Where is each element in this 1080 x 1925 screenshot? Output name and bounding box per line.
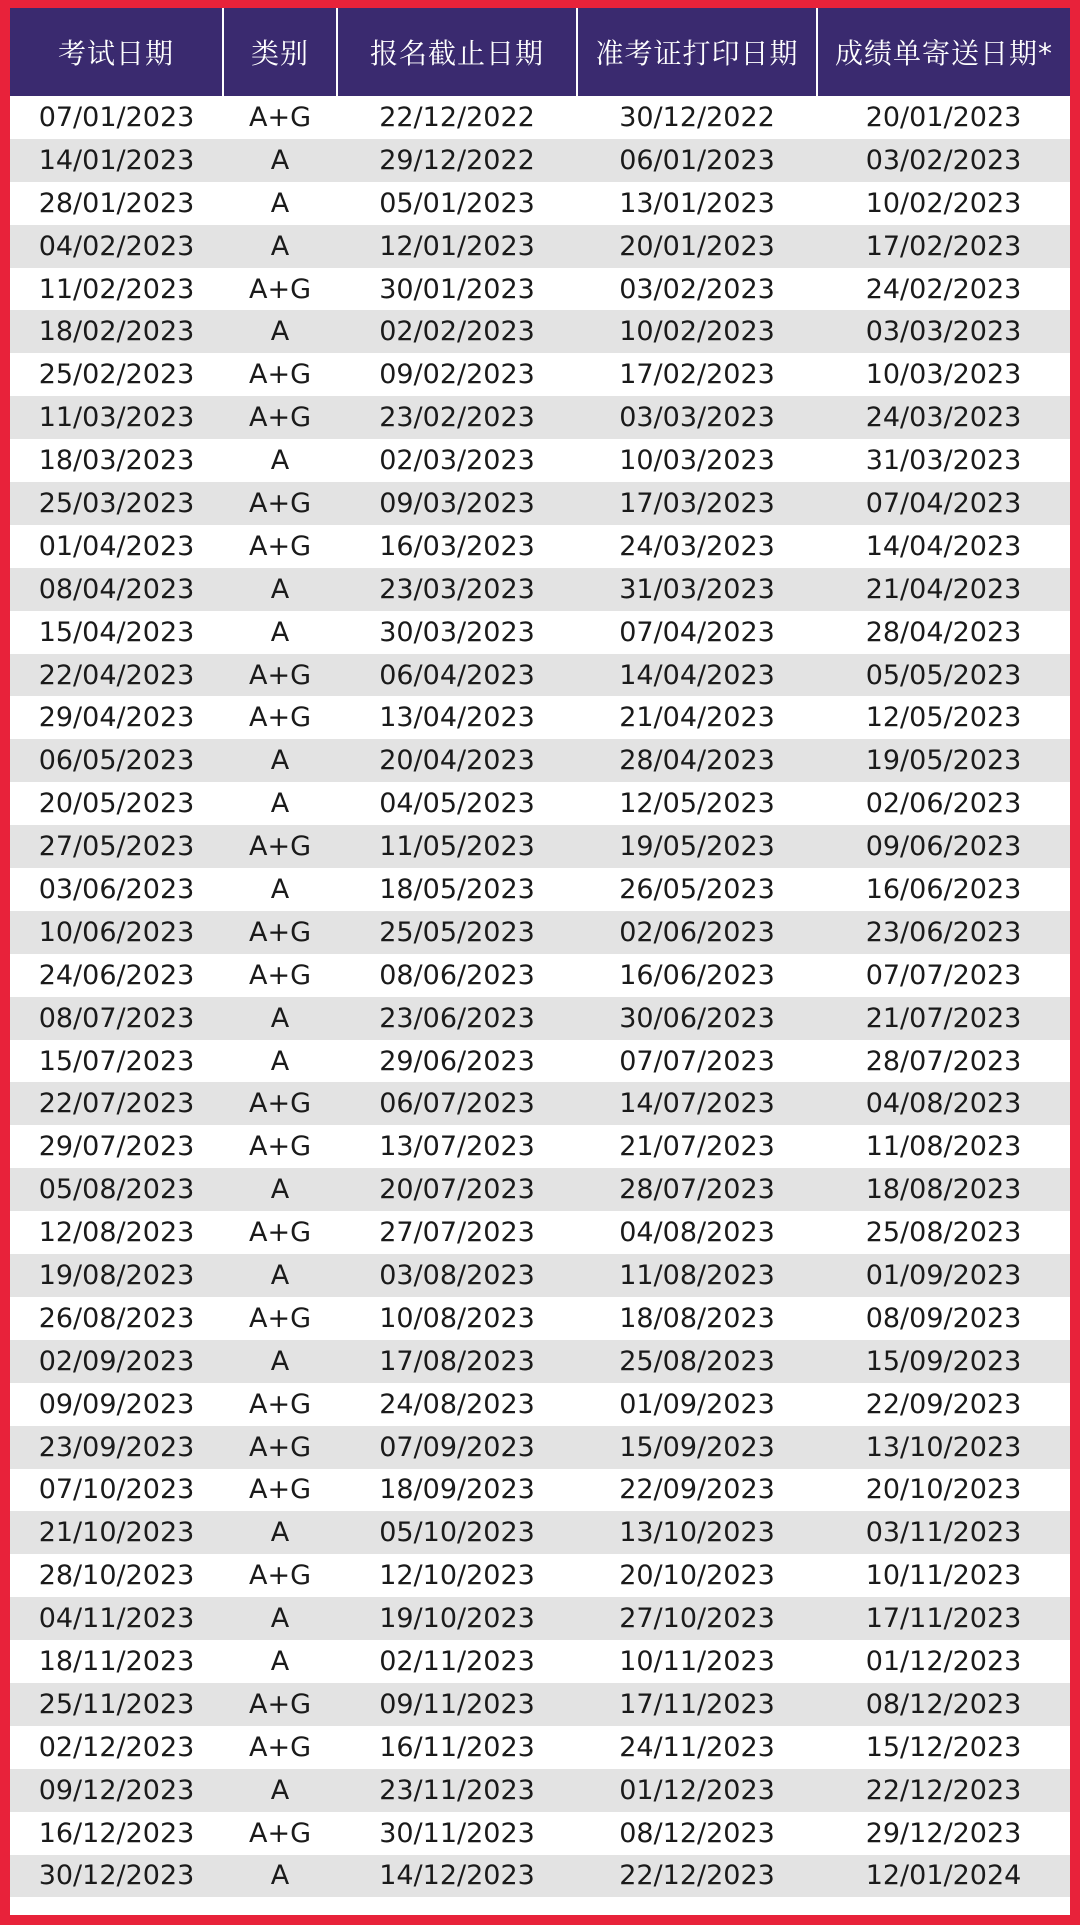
admission-ticket-cell: 06/01/2023 xyxy=(577,139,817,182)
registration-deadline-cell: 30/11/2023 xyxy=(337,1812,577,1855)
score-report-cell: 13/10/2023 xyxy=(817,1426,1070,1469)
exam-date-cell: 21/10/2023 xyxy=(10,1511,223,1554)
exam-date-cell: 09/09/2023 xyxy=(10,1383,223,1426)
category-cell: A+G xyxy=(223,482,337,525)
category-cell: A xyxy=(223,310,337,353)
category-cell: A xyxy=(223,1855,337,1898)
table-row xyxy=(10,1683,1070,1726)
admission-ticket-cell: 24/03/2023 xyxy=(577,525,817,568)
admission-ticket-cell: 03/03/2023 xyxy=(577,396,817,439)
admission-ticket-cell: 14/04/2023 xyxy=(577,654,817,697)
admission-ticket-cell: 17/02/2023 xyxy=(577,353,817,396)
exam-date-cell: 10/06/2023 xyxy=(10,911,223,954)
exam-date-cell: 14/01/2023 xyxy=(10,139,223,182)
registration-deadline-cell: 18/05/2023 xyxy=(337,868,577,911)
registration-deadline-cell: 06/04/2023 xyxy=(337,654,577,697)
admission-ticket-cell: 21/07/2023 xyxy=(577,1125,817,1168)
table-row xyxy=(10,1597,1070,1640)
table-row xyxy=(10,525,1070,568)
exam-date-cell: 09/12/2023 xyxy=(10,1769,223,1812)
exam-date-cell: 02/12/2023 xyxy=(10,1726,223,1769)
admission-ticket-cell: 28/07/2023 xyxy=(577,1168,817,1211)
score-report-cell: 10/11/2023 xyxy=(817,1554,1070,1597)
score-report-cell: 04/08/2023 xyxy=(817,1082,1070,1125)
registration-deadline-cell: 09/02/2023 xyxy=(337,353,577,396)
registration-deadline-cell: 13/04/2023 xyxy=(337,696,577,739)
score-report-cell: 02/06/2023 xyxy=(817,782,1070,825)
admission-ticket-cell: 10/03/2023 xyxy=(577,439,817,482)
table-row xyxy=(10,1511,1070,1554)
category-cell: A+G xyxy=(223,96,337,139)
exam-date-cell: 25/11/2023 xyxy=(10,1683,223,1726)
table-row xyxy=(10,739,1070,782)
score-report-cell: 17/11/2023 xyxy=(817,1597,1070,1640)
score-report-cell: 15/12/2023 xyxy=(817,1726,1070,1769)
category-cell: A xyxy=(223,1040,337,1083)
admission-ticket-cell: 07/07/2023 xyxy=(577,1040,817,1083)
score-report-cell: 25/08/2023 xyxy=(817,1211,1070,1254)
category-cell: A xyxy=(223,1640,337,1683)
exam-date-cell: 04/02/2023 xyxy=(10,225,223,268)
registration-deadline-cell: 05/01/2023 xyxy=(337,182,577,225)
exam-date-cell: 28/01/2023 xyxy=(10,182,223,225)
registration-deadline-cell: 02/03/2023 xyxy=(337,439,577,482)
registration-deadline-cell: 12/10/2023 xyxy=(337,1554,577,1597)
category-cell: A xyxy=(223,739,337,782)
exam-date-cell: 18/03/2023 xyxy=(10,439,223,482)
score-report-cell: 28/07/2023 xyxy=(817,1040,1070,1083)
score-report-cell: 15/09/2023 xyxy=(817,1340,1070,1383)
table-row xyxy=(10,1554,1070,1597)
category-cell: A+G xyxy=(223,1211,337,1254)
score-report-cell: 21/07/2023 xyxy=(817,997,1070,1040)
header-row xyxy=(10,8,1070,96)
category-cell: A+G xyxy=(223,696,337,739)
table-row xyxy=(10,396,1070,439)
registration-deadline-cell: 24/08/2023 xyxy=(337,1383,577,1426)
admission-ticket-cell: 17/11/2023 xyxy=(577,1683,817,1726)
registration-deadline-cell: 23/03/2023 xyxy=(337,568,577,611)
table-row xyxy=(10,1812,1070,1855)
table-row xyxy=(10,482,1070,525)
exam-date-cell: 02/09/2023 xyxy=(10,1340,223,1383)
exam-date-cell: 27/05/2023 xyxy=(10,825,223,868)
category-cell: A xyxy=(223,225,337,268)
exam-date-cell: 15/04/2023 xyxy=(10,611,223,654)
table-row xyxy=(10,696,1070,739)
category-cell: A xyxy=(223,868,337,911)
exam-date-cell: 18/11/2023 xyxy=(10,1640,223,1683)
table-row xyxy=(10,353,1070,396)
score-report-cell: 08/09/2023 xyxy=(817,1297,1070,1340)
score-report-cell: 22/12/2023 xyxy=(817,1769,1070,1812)
exam-date-cell: 29/04/2023 xyxy=(10,696,223,739)
score-report-cell: 20/10/2023 xyxy=(817,1469,1070,1512)
score-report-cell: 31/03/2023 xyxy=(817,439,1070,482)
category-cell: A+G xyxy=(223,1812,337,1855)
table-row xyxy=(10,182,1070,225)
admission-ticket-cell: 13/01/2023 xyxy=(577,182,817,225)
score-report-cell: 20/01/2023 xyxy=(817,96,1070,139)
header-category: 类别 xyxy=(223,8,337,96)
table-row xyxy=(10,439,1070,482)
score-report-cell: 18/08/2023 xyxy=(817,1168,1070,1211)
table-row xyxy=(10,1726,1070,1769)
table-row xyxy=(10,1082,1070,1125)
admission-ticket-cell: 07/04/2023 xyxy=(577,611,817,654)
registration-deadline-cell: 16/03/2023 xyxy=(337,525,577,568)
admission-ticket-cell: 18/08/2023 xyxy=(577,1297,817,1340)
registration-deadline-cell: 18/09/2023 xyxy=(337,1469,577,1512)
category-cell: A+G xyxy=(223,1297,337,1340)
table-row xyxy=(10,654,1070,697)
table-body xyxy=(10,96,1070,1897)
admission-ticket-cell: 10/11/2023 xyxy=(577,1640,817,1683)
table-row xyxy=(10,1855,1070,1898)
admission-ticket-cell: 16/06/2023 xyxy=(577,954,817,997)
admission-ticket-cell: 12/05/2023 xyxy=(577,782,817,825)
category-cell: A+G xyxy=(223,654,337,697)
category-cell: A xyxy=(223,139,337,182)
score-report-cell: 03/02/2023 xyxy=(817,139,1070,182)
registration-deadline-cell: 13/07/2023 xyxy=(337,1125,577,1168)
exam-date-cell: 05/08/2023 xyxy=(10,1168,223,1211)
registration-deadline-cell: 05/10/2023 xyxy=(337,1511,577,1554)
score-report-cell: 24/03/2023 xyxy=(817,396,1070,439)
exam-date-cell: 25/03/2023 xyxy=(10,482,223,525)
registration-deadline-cell: 20/04/2023 xyxy=(337,739,577,782)
table-row xyxy=(10,825,1070,868)
exam-date-cell: 16/12/2023 xyxy=(10,1812,223,1855)
exam-date-cell: 08/04/2023 xyxy=(10,568,223,611)
registration-deadline-cell: 20/07/2023 xyxy=(337,1168,577,1211)
category-cell: A+G xyxy=(223,1683,337,1726)
exam-date-cell: 30/12/2023 xyxy=(10,1855,223,1898)
exam-date-cell: 24/06/2023 xyxy=(10,954,223,997)
admission-ticket-cell: 02/06/2023 xyxy=(577,911,817,954)
admission-ticket-cell: 22/12/2023 xyxy=(577,1855,817,1898)
admission-ticket-cell: 24/11/2023 xyxy=(577,1726,817,1769)
category-cell: A+G xyxy=(223,1125,337,1168)
score-report-cell: 22/09/2023 xyxy=(817,1383,1070,1426)
registration-deadline-cell: 23/06/2023 xyxy=(337,997,577,1040)
score-report-cell: 24/02/2023 xyxy=(817,268,1070,311)
admission-ticket-cell: 01/09/2023 xyxy=(577,1383,817,1426)
registration-deadline-cell: 29/06/2023 xyxy=(337,1040,577,1083)
score-report-cell: 11/08/2023 xyxy=(817,1125,1070,1168)
category-cell: A+G xyxy=(223,825,337,868)
score-report-cell: 23/06/2023 xyxy=(817,911,1070,954)
table-row xyxy=(10,568,1070,611)
score-report-cell: 21/04/2023 xyxy=(817,568,1070,611)
registration-deadline-cell: 12/01/2023 xyxy=(337,225,577,268)
registration-deadline-cell: 09/03/2023 xyxy=(337,482,577,525)
admission-ticket-cell: 03/02/2023 xyxy=(577,268,817,311)
registration-deadline-cell: 09/11/2023 xyxy=(337,1683,577,1726)
admission-ticket-cell: 17/03/2023 xyxy=(577,482,817,525)
registration-deadline-cell: 19/10/2023 xyxy=(337,1597,577,1640)
score-report-cell: 16/06/2023 xyxy=(817,868,1070,911)
category-cell: A+G xyxy=(223,911,337,954)
table-header xyxy=(10,8,1070,96)
category-cell: A xyxy=(223,1597,337,1640)
score-report-cell: 10/02/2023 xyxy=(817,182,1070,225)
admission-ticket-cell: 28/04/2023 xyxy=(577,739,817,782)
table-row xyxy=(10,1640,1070,1683)
score-report-cell: 19/05/2023 xyxy=(817,739,1070,782)
exam-date-cell: 28/10/2023 xyxy=(10,1554,223,1597)
registration-deadline-cell: 23/02/2023 xyxy=(337,396,577,439)
category-cell: A xyxy=(223,782,337,825)
category-cell: A+G xyxy=(223,525,337,568)
admission-ticket-cell: 20/10/2023 xyxy=(577,1554,817,1597)
exam-date-cell: 01/04/2023 xyxy=(10,525,223,568)
exam-date-cell: 19/08/2023 xyxy=(10,1254,223,1297)
registration-deadline-cell: 17/08/2023 xyxy=(337,1340,577,1383)
registration-deadline-cell: 29/12/2022 xyxy=(337,139,577,182)
score-report-cell: 12/05/2023 xyxy=(817,696,1070,739)
admission-ticket-cell: 08/12/2023 xyxy=(577,1812,817,1855)
category-cell: A+G xyxy=(223,954,337,997)
score-report-cell: 09/06/2023 xyxy=(817,825,1070,868)
table-row xyxy=(10,268,1070,311)
exam-date-cell: 15/07/2023 xyxy=(10,1040,223,1083)
score-report-cell: 05/05/2023 xyxy=(817,654,1070,697)
table-row xyxy=(10,139,1070,182)
category-cell: A xyxy=(223,568,337,611)
table-row xyxy=(10,1040,1070,1083)
score-report-cell: 10/03/2023 xyxy=(817,353,1070,396)
category-cell: A xyxy=(223,1511,337,1554)
header-exam-date: 考试日期 xyxy=(10,8,223,96)
score-report-cell: 03/11/2023 xyxy=(817,1511,1070,1554)
registration-deadline-cell: 30/03/2023 xyxy=(337,611,577,654)
category-cell: A xyxy=(223,1168,337,1211)
table-row xyxy=(10,611,1070,654)
exam-date-cell: 25/02/2023 xyxy=(10,353,223,396)
exam-date-cell: 07/01/2023 xyxy=(10,96,223,139)
table-row xyxy=(10,782,1070,825)
category-cell: A+G xyxy=(223,268,337,311)
registration-deadline-cell: 02/02/2023 xyxy=(337,310,577,353)
admission-ticket-cell: 15/09/2023 xyxy=(577,1426,817,1469)
admission-ticket-cell: 21/04/2023 xyxy=(577,696,817,739)
category-cell: A xyxy=(223,1340,337,1383)
registration-deadline-cell: 07/09/2023 xyxy=(337,1426,577,1469)
category-cell: A+G xyxy=(223,1426,337,1469)
admission-ticket-cell: 04/08/2023 xyxy=(577,1211,817,1254)
registration-deadline-cell: 25/05/2023 xyxy=(337,911,577,954)
category-cell: A xyxy=(223,439,337,482)
exam-date-cell: 20/05/2023 xyxy=(10,782,223,825)
admission-ticket-cell: 26/05/2023 xyxy=(577,868,817,911)
exam-date-cell: 12/08/2023 xyxy=(10,1211,223,1254)
exam-schedule-table xyxy=(10,8,1070,1897)
admission-ticket-cell: 20/01/2023 xyxy=(577,225,817,268)
header-admission-ticket-date: 准考证打印日期 xyxy=(577,8,817,96)
table-row xyxy=(10,1383,1070,1426)
table-row xyxy=(10,997,1070,1040)
registration-deadline-cell: 16/11/2023 xyxy=(337,1726,577,1769)
table-row xyxy=(10,1125,1070,1168)
admission-ticket-cell: 10/02/2023 xyxy=(577,310,817,353)
category-cell: A+G xyxy=(223,1383,337,1426)
registration-deadline-cell: 11/05/2023 xyxy=(337,825,577,868)
header-score-report-date: 成绩单寄送日期* xyxy=(817,8,1070,96)
exam-date-cell: 26/08/2023 xyxy=(10,1297,223,1340)
exam-date-cell: 11/02/2023 xyxy=(10,268,223,311)
category-cell: A+G xyxy=(223,1554,337,1597)
table-row xyxy=(10,1254,1070,1297)
exam-date-cell: 22/04/2023 xyxy=(10,654,223,697)
category-cell: A xyxy=(223,611,337,654)
score-report-cell: 01/12/2023 xyxy=(817,1640,1070,1683)
category-cell: A+G xyxy=(223,1726,337,1769)
category-cell: A xyxy=(223,1254,337,1297)
header-registration-deadline: 报名截止日期 xyxy=(337,8,577,96)
admission-ticket-cell: 22/09/2023 xyxy=(577,1469,817,1512)
score-report-cell: 29/12/2023 xyxy=(817,1812,1070,1855)
exam-date-cell: 22/07/2023 xyxy=(10,1082,223,1125)
category-cell: A xyxy=(223,1769,337,1812)
score-report-cell: 07/04/2023 xyxy=(817,482,1070,525)
table-row xyxy=(10,1340,1070,1383)
table-row xyxy=(10,954,1070,997)
score-report-cell: 28/04/2023 xyxy=(817,611,1070,654)
admission-ticket-cell: 30/12/2022 xyxy=(577,96,817,139)
table-row xyxy=(10,1211,1070,1254)
score-report-cell: 14/04/2023 xyxy=(817,525,1070,568)
category-cell: A+G xyxy=(223,1082,337,1125)
category-cell: A xyxy=(223,997,337,1040)
exam-date-cell: 23/09/2023 xyxy=(10,1426,223,1469)
category-cell: A xyxy=(223,182,337,225)
registration-deadline-cell: 23/11/2023 xyxy=(337,1769,577,1812)
admission-ticket-cell: 01/12/2023 xyxy=(577,1769,817,1812)
admission-ticket-cell: 25/08/2023 xyxy=(577,1340,817,1383)
table-row xyxy=(10,868,1070,911)
registration-deadline-cell: 27/07/2023 xyxy=(337,1211,577,1254)
table-row xyxy=(10,1168,1070,1211)
category-cell: A+G xyxy=(223,1469,337,1512)
exam-date-cell: 07/10/2023 xyxy=(10,1469,223,1512)
table-row xyxy=(10,225,1070,268)
table-row xyxy=(10,310,1070,353)
exam-date-cell: 04/11/2023 xyxy=(10,1597,223,1640)
score-report-cell: 01/09/2023 xyxy=(817,1254,1070,1297)
registration-deadline-cell: 14/12/2023 xyxy=(337,1855,577,1898)
exam-date-cell: 08/07/2023 xyxy=(10,997,223,1040)
exam-date-cell: 18/02/2023 xyxy=(10,310,223,353)
admission-ticket-cell: 13/10/2023 xyxy=(577,1511,817,1554)
exam-date-cell: 29/07/2023 xyxy=(10,1125,223,1168)
score-report-cell: 08/12/2023 xyxy=(817,1683,1070,1726)
admission-ticket-cell: 19/05/2023 xyxy=(577,825,817,868)
registration-deadline-cell: 08/06/2023 xyxy=(337,954,577,997)
admission-ticket-cell: 11/08/2023 xyxy=(577,1254,817,1297)
registration-deadline-cell: 03/08/2023 xyxy=(337,1254,577,1297)
admission-ticket-cell: 31/03/2023 xyxy=(577,568,817,611)
score-report-cell: 07/07/2023 xyxy=(817,954,1070,997)
registration-deadline-cell: 10/08/2023 xyxy=(337,1297,577,1340)
score-report-cell: 12/01/2024 xyxy=(817,1855,1070,1898)
exam-date-cell: 06/05/2023 xyxy=(10,739,223,782)
table-row xyxy=(10,1769,1070,1812)
registration-deadline-cell: 06/07/2023 xyxy=(337,1082,577,1125)
category-cell: A+G xyxy=(223,396,337,439)
admission-ticket-cell: 27/10/2023 xyxy=(577,1597,817,1640)
exam-date-cell: 03/06/2023 xyxy=(10,868,223,911)
table-row xyxy=(10,96,1070,139)
exam-date-cell: 11/03/2023 xyxy=(10,396,223,439)
score-report-cell: 17/02/2023 xyxy=(817,225,1070,268)
table-row xyxy=(10,1297,1070,1340)
table-row xyxy=(10,1426,1070,1469)
registration-deadline-cell: 02/11/2023 xyxy=(337,1640,577,1683)
registration-deadline-cell: 22/12/2022 xyxy=(337,96,577,139)
admission-ticket-cell: 14/07/2023 xyxy=(577,1082,817,1125)
table-row xyxy=(10,1469,1070,1512)
admission-ticket-cell: 30/06/2023 xyxy=(577,997,817,1040)
schedule-container xyxy=(10,8,1070,1915)
category-cell: A+G xyxy=(223,353,337,396)
table-row xyxy=(10,911,1070,954)
registration-deadline-cell: 04/05/2023 xyxy=(337,782,577,825)
score-report-cell: 03/03/2023 xyxy=(817,310,1070,353)
registration-deadline-cell: 30/01/2023 xyxy=(337,268,577,311)
